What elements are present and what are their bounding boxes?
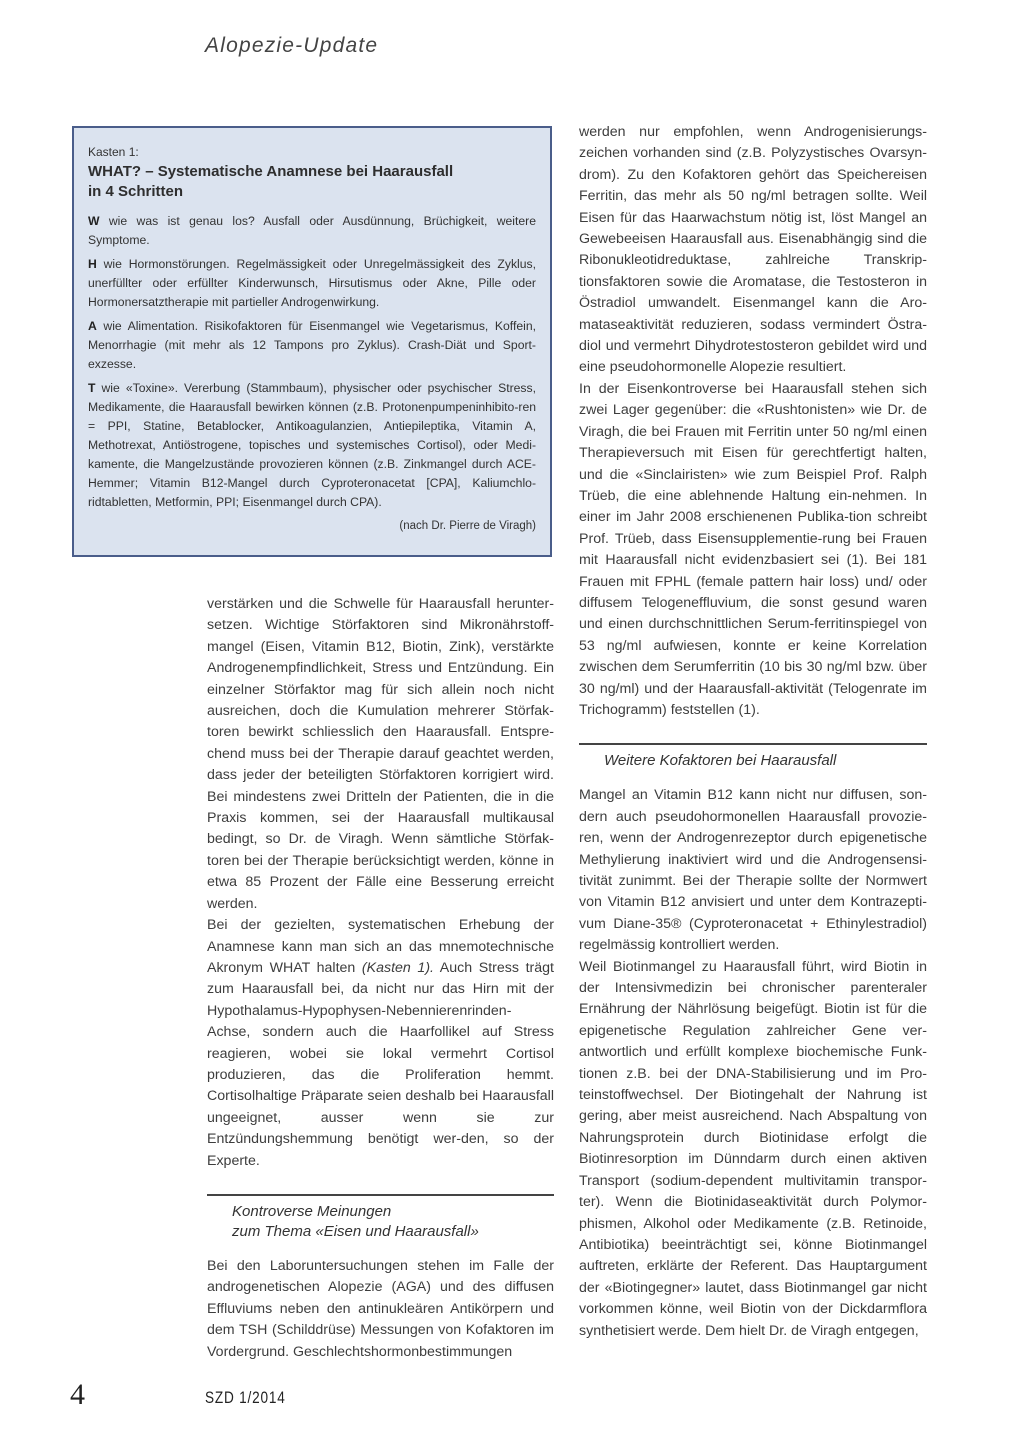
running-title: Alopezie-Update — [205, 34, 379, 57]
right-paragraph-1: werden nur empfohlen, wenn Androgenisierungs-zeichen vorhanden sind (z.B. Polyzystisches Ovarsyn-drom). Zu den Kofaktoren gehört das Speichereisen Ferritin, das mehr als 50 ng/ml betragen sollte. Weil Eisen für das Haarwachstum nötig ist, löst Mangel an Gewebeeisen Haarausfall aus. Eisenabhängig sind die Ribonukleotidreduktase, zahlreiche Transkrip-tionsfaktoren sowie die Aromatase, die Testosteron in Östradiol umwandelt. Eisenmangel kann die Aro-mataseaktivität reduzieren, sodass vermindert Östra-diol und vermehrt Dihydrotestosteron gebildet wird und eine pseudohormonelle Alopezie resultiert. — [579, 124, 927, 376]
middle-paragraph-3: Bei den Laboruntersuchungen stehen im Falle der androgenetischen Alopezie (AGA) und des diffusen Effluviums neben den antinukleären Antikörpern und dem TSH (Schilddrüse) Messungen von Kofaktoren im Vordergrund. Geschlechtshormonbestimmungen — [207, 1257, 554, 1360]
box-item-t — [88, 379, 536, 512]
box-title-line1: WHAT? – Systematische Anamnese bei Haarausfall — [88, 163, 454, 180]
section-divider — [207, 1194, 554, 1196]
box-item-h — [88, 255, 536, 312]
box-item-letter: W — [88, 214, 100, 228]
right-paragraph-4: Weil Biotinmangel zu Haarausfall führt, wird Biotin in der Intensivmedizin bei chronischer parenteraler Ernährung der Nährlösung beigefügt. Biotin ist für die epigenetische Regulation zahlreicher Gene ver-antwortlich und erfüllt komplexe biochemische Funk-tionen z.B. bei der DNA-Stabilisierung und im Pro-teinstoffwechsel. Der Biotingehalt der Nahrung ist gering, aber meist ausreichend. Nach Abspaltung von Nahrungsprotein durch Biotinidase erfolgt die Biotinresorption im Dünndarm durch einen aktiven Transport (sodium-dependent multivitamin transpor-ter). Wenn die Biotinidaseaktivität durch Polymor-phismen, Alkohol oder Medikamente (z.B. Retinoide, Antibiotika) beeinträchtigt sei, könne Biotinmangel auftreten, erklärte der Referent. Das Hauptargument der «Biotingegner» lautet, dass Biotinmangel gar nicht vorkommen könne, weil Biotin von der Dickdarmflora synthetisiert werde. Dem hielt Dr. de Viragh entgegen, — [579, 958, 927, 1339]
middle-paragraph-2 — [207, 915, 554, 1172]
right-paragraph-2: In der Eisenkontroverse bei Haarausfall stehen sich zwei Lager gegenüber: die «Rushtonisten» wie Dr. de Viragh, die bei Frauen mit Ferritin unter 50 ng/ml einen Therapieversuch mit Eisen für gerechtfertigt halten, und die «Sinclairisten» wie zum Beispiel Prof. Ralph Trüeb, die eine ablehnende Haltung ein-nehmen. In einer im Jahr 2008 erschienenen Publika-tion schreibt Prof. Trüeb, dass Eisensupplementie-rung bei Frauen mit Haarausfall nicht evidenzbasiert sei (1). Bei 181 Frauen mit FPHL (female pattern hair loss) und/ oder diffusem Telogeneffluvium, die sonst gesund waren und einen durchschnittlichen Serum-ferritinspiegel von 53 ng/ml aufwiesen, konnte er keine Korrelation zwischen dem Serumferritin (10 bis 30 ng/ml bzw. über 30 ng/ml) und der Haarausfall-aktivität (Telogenrate im Trichogramm) feststellen (1). — [579, 380, 927, 718]
box-title — [88, 162, 536, 202]
middle-column — [207, 594, 554, 1363]
middle-paragraph-1: verstärken und die Schwelle für Haarausfall herunter-setzen. Wichtige Störfaktoren sind Mikronährstoff-mangel (Eisen, Vitamin B12, Biotin, Zink), verstärkte Androgenempfindlichkeit, Stress und Entzündung. Ein einzelner Störfaktor mag für sich allein noch nicht ausreichen, doch die Kumulation mehrerer Störfak-toren bewirkt schliesslich den Haarausfall. Entspre-chend muss bei der Therapie darauf geachtet werden, dass jeder der beteiligten Störfaktoren korrigiert wird. Bei mindestens zwei Dritteln der Patienten, die in die Praxis kommen, sei der Haarausfall multikausal bedingt, so Dr. de Viragh. Wenn sämtliche Störfak-toren bei der Therapie berücksichtigt werden, könne in etwa 85 Prozent der Fälle eine Besserung erreicht werden. — [207, 596, 554, 912]
section-heading-kontroverse — [207, 1202, 554, 1242]
heading-line: Kontroverse Meinungen — [232, 1202, 392, 1220]
heading-line: zum Thema «Eisen und Haarausfall» — [232, 1222, 479, 1240]
box-reference: (Kasten 1). — [361, 959, 434, 976]
page-number: 4 — [70, 1378, 85, 1411]
box-item-text: wie «Toxine». Vererbung (Stammbaum), physischer oder psychischer Stress, Medikamente, die Haarausfall bewirken können (z.B. Protonenpumpeninhibito-ren = PPI, Statine, Betablocker, Antikoagulanzien, Antiepileptika, Vitamin A, Methotrexat, Antiöstrogene, topisches und systemisches Cortisol), oder Medi-kamente, die Mangelzustände provozieren können (z.B. Zinkmangel durch ACE-Hemmer; Vitamin B12-Mangel durch Cyproteronacetat [CPA], Kaliumchlo-ridtabletten, Metformin, PPI; Eisenmangel durch CPA). — [88, 381, 536, 509]
box-item-text: wie was ist genau los? Ausfall oder Ausdünnung, Brüchigkeit, weitere Symptome. — [88, 214, 536, 247]
right-paragraph-3: Mangel an Vitamin B12 kann nicht nur diffusen, son-dern auch pseudohormonellen Haarausfall provozie-ren, wenn der Androgenrezeptor durch epigenetische Methylierung inaktiviert wird und die Androgensensi-tivität zunimmt. Bei der Therapie sollte der Normwert von Vitamin B12 anvisiert und unter dem Kontrazepti-vum Diane-35® (Cyproteronacetat + Ethinylestradiol) regelmässig kontrolliert werden. — [579, 787, 927, 954]
box-item-letter: H — [88, 257, 97, 271]
box-label: Kasten 1: — [88, 145, 139, 159]
box-item-text: wie Hormonstörungen. Regelmässigkeit oder Unregelmässigkeit des Zyklus, unerfüllter oder erfüllter Kinderwunsch, Hirsutismus oder Akne, Pille oder Hormonersatztherapie mit partieller Androgenwirkung. — [88, 257, 536, 309]
box-title-line2: in 4 Schritten — [88, 183, 184, 200]
box-item-letter: A — [88, 319, 97, 333]
box-item-a — [88, 317, 536, 374]
info-box — [72, 126, 552, 557]
section-divider — [579, 743, 927, 745]
box-item-letter: T — [88, 381, 96, 395]
box-source: (nach Dr. Pierre de Viragh) — [399, 520, 536, 532]
right-column — [579, 122, 927, 1342]
box-item-w — [88, 212, 536, 250]
section-heading-kofaktoren: Weitere Kofaktoren bei Haarausfall — [604, 752, 837, 770]
box-item-text: wie Alimentation. Risikofaktoren für Eisenmangel wie Vegetarismus, Koffein, Menorrhagie (mit mehr als 12 Tampons pro Zyklus). Crash-Diät und Sport-exzesse. — [88, 319, 536, 371]
paragraph-text: Bei der gezielten, systematischen Erhebung der Anamnese kann man sich an das mnemotechnische Akronym WHAT halten — [207, 917, 554, 976]
paragraph-text: Auch Stress trägt zum Haarausfall bei, da nicht nur das Hirn mit der Hypothalamus-Hypophysen-Nebennierenrinden-Achse, sondern auch die Haarfollikel auf Stress reagieren, wobei sie lokal vermehrt Cortisol produzieren, das die Proliferation hemmt. Cortisolhaltige Präparate seien deshalb bei Haarausfall ungeeignet, ausser wenn sie zur Entzündungshemmung benötigt wer-den, so der Experte. — [207, 959, 554, 1169]
issue-label: SZD 1/2014 — [205, 1388, 286, 1407]
